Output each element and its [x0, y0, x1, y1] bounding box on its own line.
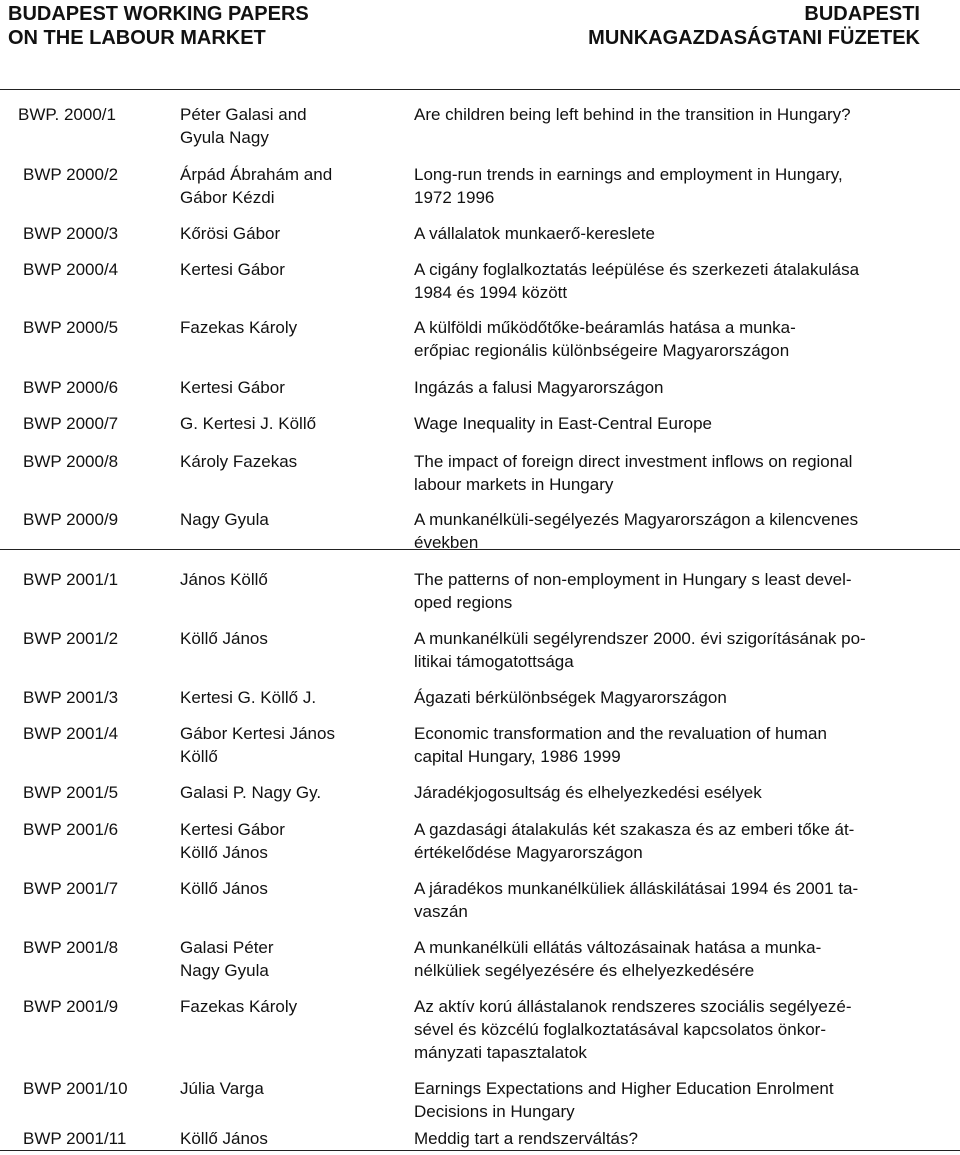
- paper-title-line: A vállalatok munkaerő-kereslete: [414, 224, 655, 243]
- paper-title: [414, 1127, 944, 1150]
- paper-title-line: 1972 1996: [414, 188, 495, 207]
- paper-title: [414, 1077, 944, 1123]
- paper-title-line: The impact of foreign direct investment inflows on regional: [414, 452, 853, 471]
- paper-code: BWP 2000/2: [23, 165, 119, 184]
- paper-title: [414, 450, 944, 496]
- paper-author-line: Kertesi Gábor: [180, 820, 285, 839]
- paper-code: BWP 2001/6: [23, 820, 119, 839]
- paper-author-line: Kertesi Gábor: [180, 260, 285, 279]
- paper-title-line: Economic transformation and the revaluation of human: [414, 724, 827, 743]
- paper-title-line: Az aktív korú állástalanok rendszeres szociális segélyezé-: [414, 997, 852, 1016]
- paper-author: [180, 568, 385, 591]
- top-divider: [0, 89, 960, 90]
- paper-author-line: Fazekas Károly: [180, 997, 298, 1016]
- paper-title-line: A munkanélküli segélyrendszer 2000. évi szigorításának po-: [414, 629, 866, 648]
- series-title-hungarian-line2: MUNKAGAZDASÁGTANI FÜZETEK: [588, 27, 920, 49]
- paper-code: BWP 2001/10: [23, 1079, 128, 1098]
- paper-title-line: sével és közcélú foglalkoztatásával kapcsolatos önkor-: [414, 1020, 826, 1039]
- paper-code: BWP 2001/9: [23, 997, 119, 1016]
- paper-author: [180, 627, 385, 650]
- paper-author-line: Árpád Ábrahám and: [180, 165, 333, 184]
- paper-author-line: Galasi P. Nagy Gy.: [180, 783, 322, 802]
- paper-author-line: Nagy Gyula: [180, 510, 269, 529]
- paper-title-line: Ágazati bérkülönbségek Magyarországon: [414, 688, 727, 707]
- paper-title: [414, 222, 944, 245]
- paper-author-line: Károly Fazekas: [180, 452, 298, 471]
- page-header: [8, 0, 920, 60]
- series-title-english-line2: ON THE LABOUR MARKET: [8, 27, 266, 49]
- paper-author-line: Péter Galasi and: [180, 105, 307, 124]
- paper-author-line: János Köllő: [180, 570, 268, 589]
- paper-title: [414, 412, 944, 435]
- paper-title-line: 1984 és 1994 között: [414, 283, 568, 302]
- paper-title-line: capital Hungary, 1986 1999: [414, 747, 621, 766]
- series-title-hungarian: [588, 2, 920, 50]
- paper-title-line: oped regions: [414, 593, 513, 612]
- paper-title-line: The patterns of non-employment in Hungary s least devel-: [414, 570, 852, 589]
- paper-title-line: litikai támogatottsága: [414, 652, 574, 671]
- paper-code: BWP 2000/9: [23, 510, 119, 529]
- paper-code: BWP. 2000/1: [18, 105, 116, 124]
- paper-author: [180, 450, 385, 473]
- paper-code: BWP 2000/6: [23, 378, 119, 397]
- paper-title: [414, 627, 944, 673]
- paper-author: [180, 781, 385, 804]
- paper-title: [414, 722, 944, 768]
- paper-code: BWP 2000/5: [23, 318, 119, 337]
- paper-code: BWP 2001/11: [23, 1129, 127, 1148]
- paper-author: [180, 818, 385, 864]
- paper-title-line: erőpiac regionális különbségeire Magyarországon: [414, 341, 790, 360]
- paper-author: [180, 995, 385, 1018]
- paper-author: [180, 686, 385, 709]
- paper-title-line: Meddig tart a rendszerváltás?: [414, 1129, 638, 1148]
- paper-title: [414, 686, 944, 709]
- paper-author: [180, 1077, 385, 1100]
- paper-title-line: Decisions in Hungary: [414, 1102, 575, 1121]
- paper-title: [414, 781, 944, 804]
- paper-author-line: Galasi Péter: [180, 938, 274, 957]
- paper-author-line: Köllő János: [180, 879, 268, 898]
- paper-author-line: Fazekas Károly: [180, 318, 298, 337]
- paper-author-line: Gábor Kézdi: [180, 188, 275, 207]
- paper-author-line: Gábor Kertesi János: [180, 724, 335, 743]
- paper-code: BWP 2001/3: [23, 688, 119, 707]
- paper-title: [414, 508, 944, 554]
- paper-author-line: Kertesi G. Köllő J.: [180, 688, 317, 707]
- paper-title: [414, 995, 944, 1064]
- bottom-divider: [0, 1150, 960, 1151]
- series-title-english-line1: BUDAPEST WORKING PAPERS: [8, 3, 309, 25]
- paper-author: [180, 508, 385, 531]
- paper-author: [180, 412, 385, 435]
- paper-title: [414, 568, 944, 614]
- paper-author-line: Gyula Nagy: [180, 128, 269, 147]
- paper-title-line: Earnings Expectations and Higher Education Enrolment: [414, 1079, 834, 1098]
- paper-author: [180, 258, 385, 281]
- paper-author: [180, 316, 385, 339]
- paper-title-line: Ingázás a falusi Magyarországon: [414, 378, 664, 397]
- paper-title-line: nélküliek segélyezésére és elhelyezkedésére: [414, 961, 755, 980]
- paper-code: BWP 2001/1: [23, 570, 119, 589]
- paper-title-line: Are children being left behind in the transition in Hungary?: [414, 105, 851, 124]
- paper-title-line: labour markets in Hungary: [414, 475, 614, 494]
- paper-title-line: A munkanélküli ellátás változásainak hatása a munka-: [414, 938, 822, 957]
- paper-title-line: A külföldi működőtőke-beáramlás hatása a munka-: [414, 318, 796, 337]
- paper-author-line: G. Kertesi J. Köllő: [180, 414, 317, 433]
- paper-title: [414, 258, 944, 304]
- paper-code: BWP 2001/5: [23, 783, 119, 802]
- paper-title: [414, 103, 944, 126]
- paper-author-line: Köllő János: [180, 629, 268, 648]
- paper-title: [414, 316, 944, 362]
- paper-author-line: Köllő: [180, 747, 218, 766]
- paper-author-line: Júlia Varga: [180, 1079, 264, 1098]
- paper-author: [180, 1127, 385, 1150]
- paper-author: [180, 376, 385, 399]
- paper-title-line: A cigány foglalkoztatás leépülése és szerkezeti átalakulása: [414, 260, 860, 279]
- paper-code: BWP 2000/8: [23, 452, 119, 471]
- paper-code: BWP 2001/8: [23, 938, 119, 957]
- paper-author-line: Köllő János: [180, 843, 268, 862]
- paper-title: [414, 163, 944, 209]
- series-title-hungarian-line1: BUDAPESTI: [804, 3, 920, 25]
- paper-code: BWP 2000/7: [23, 414, 119, 433]
- paper-title: [414, 877, 944, 923]
- paper-code: BWP 2001/4: [23, 724, 119, 743]
- paper-author: [180, 722, 385, 768]
- paper-title-line: Long-run trends in earnings and employment in Hungary,: [414, 165, 843, 184]
- paper-title-line: Wage Inequality in East-Central Europe: [414, 414, 712, 433]
- paper-author: [180, 163, 385, 209]
- paper-author-line: Kőrösi Gábor: [180, 224, 281, 243]
- paper-title: [414, 818, 944, 864]
- paper-title-line: A munkanélküli-segélyezés Magyarországon a kilencvenes: [414, 510, 859, 529]
- paper-title-line: A gazdasági átalakulás két szakasza és az emberi tőke át-: [414, 820, 855, 839]
- paper-code: BWP 2000/3: [23, 224, 119, 243]
- paper-author: [180, 877, 385, 900]
- paper-code: BWP 2001/7: [23, 879, 119, 898]
- paper-title-line: A járadékos munkanélküliek álláskilátásai 1994 és 2001 ta-: [414, 879, 859, 898]
- paper-code: BWP 2000/4: [23, 260, 119, 279]
- paper-title: [414, 376, 944, 399]
- paper-title-line: mányzati tapasztalatok: [414, 1043, 587, 1062]
- paper-title-line: vaszán: [414, 902, 468, 921]
- paper-author: [180, 103, 385, 149]
- paper-title-line: értékelődése Magyarországon: [414, 843, 643, 862]
- series-title-english: [8, 2, 309, 50]
- paper-code: BWP 2001/2: [23, 629, 119, 648]
- paper-author: [180, 222, 385, 245]
- paper-title-line: Járadékjogosultság és elhelyezkedési esélyek: [414, 783, 762, 802]
- paper-author-line: Kertesi Gábor: [180, 378, 285, 397]
- paper-author: [180, 936, 385, 982]
- paper-title: [414, 936, 944, 982]
- paper-author-line: Köllő János: [180, 1129, 268, 1148]
- paper-author-line: Nagy Gyula: [180, 961, 269, 980]
- paper-title-line: években: [414, 533, 479, 552]
